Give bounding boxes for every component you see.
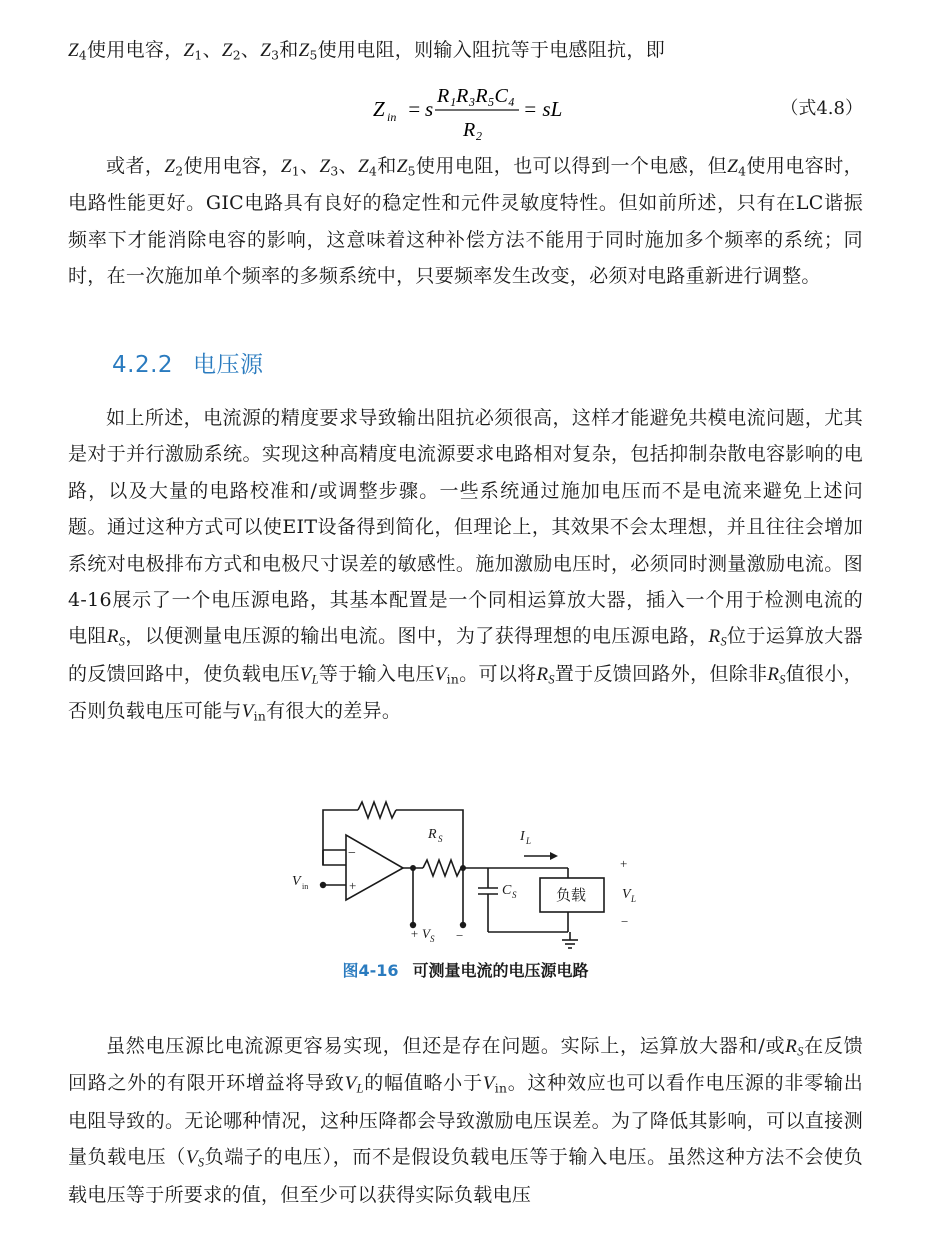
equation-formula	[373, 80, 673, 148]
il-sub: L	[526, 836, 532, 846]
feedback-resistor	[358, 802, 396, 818]
paragraph-2: 如上所述，电流源的精度要求导致输出阻抗必须很高，这样才能避免共模电流问题，尤其是对于并行激励系统。实现这种高精度电流源要求电路相对复杂，包括抑制杂散电容影响的电路，以及大量的电路校准和/或调整步骤。一些系统通过施加电压而不是电流来避免上述问题。通过这种方式可以使EIT设备得到简化，但理论上，其效果不会太理想，并且往往会增加系统对电极排布方式和电极尺寸误差的敏感性。施加激励电压时，必须同时测量激励电流。图4-16展示了一个电压源电路，其基本配置是一个同相运算放大器，插入一个用于检测电流的电阻$R_S$，以便测量电压源的输出电流。图中，为了获得理想的电压源电路，$R_S$位于运算放大器的反馈回路中，使负载电压$V_L$等于输入电压$V_{in}$。可以将$R_S$置于反馈回路外，但除非$R_S$值很小，否则负载电压可能与$V_{in}$有很大的差异。	[68, 407, 863, 724]
paragraph-1: 或者，$Z_2$使用电容，$Z_1$、$Z_3$、$Z_4$和$Z_5$使用电阻，也可以得到一个电感，但$Z_4$使用电容时，电路性能更好。GIC电路具有良好的稳定性和元件灵敏度特性。但如前所述，只有在LC谐振频率下才能消除电容的影响，这意味着这种补偿方法不能用于同时施加多个频率的系统；同时，在一次施加单个频率的多频系统中，只要频率发生改变，必须对电路重新进行调整。	[68, 155, 863, 288]
vl-minus: −	[621, 914, 629, 929]
section-title: 电压源	[193, 352, 264, 378]
eq-denominator: R₂	[463, 119, 483, 141]
eq-s: s	[425, 97, 434, 121]
il-label: I	[520, 829, 525, 844]
vl-label: V	[622, 887, 631, 902]
rs-resistor	[423, 860, 461, 876]
vl-plus: +	[620, 856, 628, 871]
equation-tag: （式4.8）	[780, 98, 863, 119]
rs-out-node	[460, 865, 466, 871]
il-arrow-head	[550, 852, 558, 860]
circuit-diagram	[288, 790, 668, 960]
figure-caption	[68, 958, 863, 981]
paragraph-3: 虽然电压源比电流源更容易实现，但还是存在问题。实际上，运算放大器和/或$R_S$在反馈回路之外的有限开环增益将导致$V_L$的幅值略小于$V_{in}$。这种效应也可以看作电压源的非零输出电阻导致的。无论哪种情况，这种压降都会导致激励电压误差。为了降低其影响，可以直接测量负载电压（$V_S$负端子的电压），而不是假设负载电压等于输入电压。虽然这种方法不会使负载电压等于所要求的值，但至少可以获得实际负载电压	[68, 1035, 864, 1206]
eq-equals: =	[407, 97, 422, 121]
vl-sub: L	[631, 894, 637, 904]
opamp-plus-label: +	[349, 878, 357, 893]
vin-label: V	[292, 874, 301, 889]
eq-rhs: = sL	[523, 97, 563, 121]
vin-node	[320, 882, 326, 888]
eq-numerator: R₁R₃R₅C₄	[437, 85, 515, 107]
figure-caption-text: 可测量电流的电压源电路	[412, 961, 589, 980]
cs-sub: S	[512, 890, 517, 900]
section-heading	[112, 346, 264, 379]
vs-sub: S	[430, 934, 435, 944]
eq-lhs-sub: in	[387, 110, 397, 124]
vs-minus-label: −	[456, 928, 464, 943]
figure-number: 图4-16	[342, 961, 399, 980]
opamp-out-node	[410, 865, 416, 871]
load-label: 负载	[556, 886, 587, 904]
opamp-minus-label: −	[348, 846, 356, 861]
rs-sub: S	[438, 834, 443, 844]
eq-lhs: Z	[373, 97, 385, 121]
cs-label: C	[502, 883, 512, 898]
vin-sub: in	[302, 882, 309, 891]
vs-label: + V	[410, 926, 430, 941]
equation-4-8	[68, 80, 863, 148]
intro-paragraph: $Z_4$使用电容，$Z_1$、$Z_2$、$Z_3$和$Z_5$使用电阻，则输入阻抗等于电感阻抗，即	[68, 39, 666, 63]
rs-label: R	[428, 827, 437, 842]
section-number: 4.2.2	[112, 352, 174, 378]
